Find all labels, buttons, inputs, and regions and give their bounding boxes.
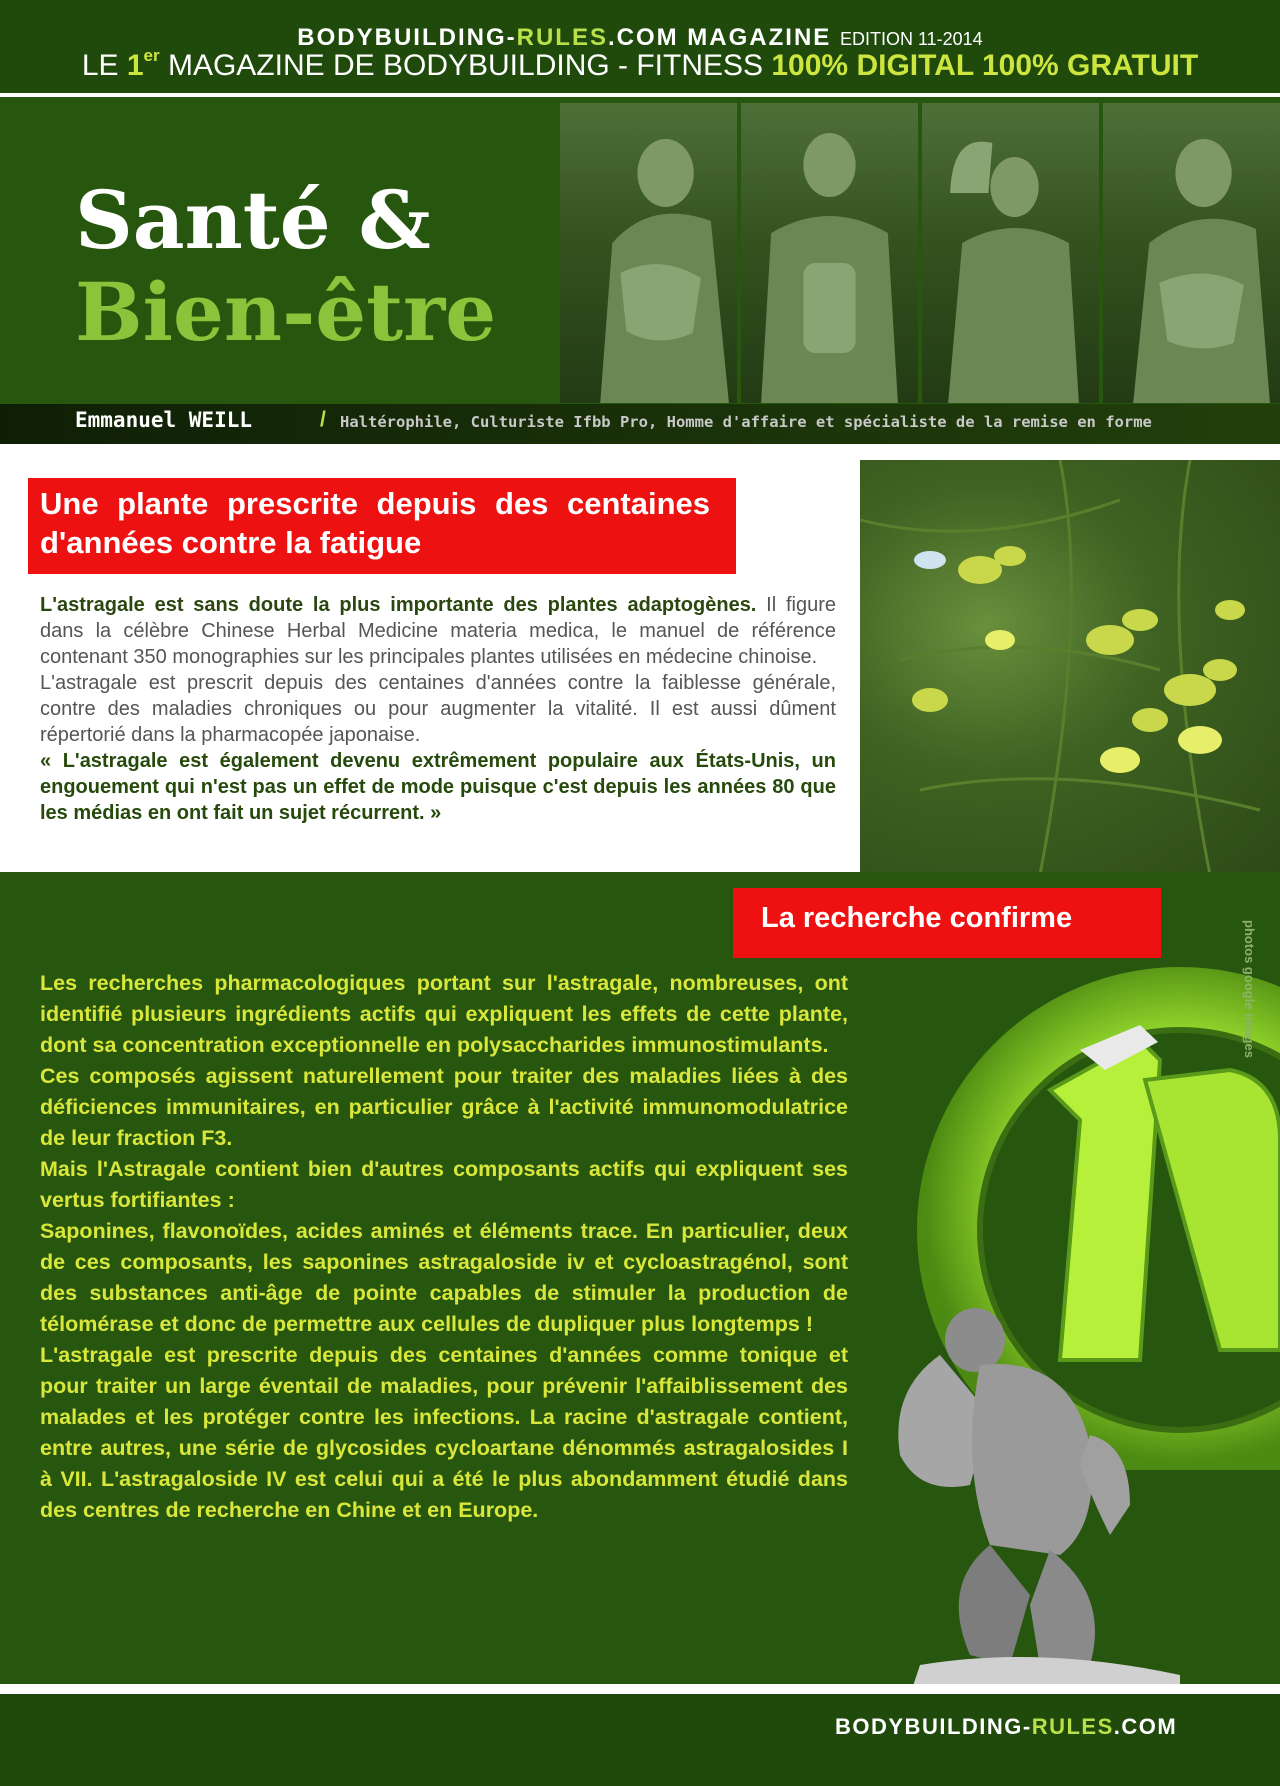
research-paragraph: Ces composés agissent naturellement pour traiter des maladies liées à des déficiences immunitaires, en particulier grâce à l'activité immunomodulatrice de leur fraction F3.	[40, 1064, 848, 1150]
section-title-line1: Santé &	[75, 173, 431, 267]
bodybuilder-pose-photo	[880, 1295, 1210, 1695]
pull-quote: « L'astragale est également devenu extrêmement populaire aux États-Unis, un engouement qui n'est pas un effet de mode puisque c'est depuis les années 80 que les médias en ont fait un sujet récurrent. »	[40, 750, 836, 824]
research-paragraph: Mais l'Astragale contient bien d'autres composants actifs qui expliquent ses vertus fortifiantes :	[40, 1157, 848, 1212]
bodybuilder-photo	[560, 103, 737, 403]
research-paragraph: Saponines, flavonoïdes, acides aminés et éléments trace. En particulier, deux de ces composants, les saponines astragaloside iv et cycloastragénol, sont des substances anti-âge de pointe capables de stimuler la production de télomérase et donc de permettre aux cellules de dupliquer plus longtemps !	[40, 1219, 848, 1336]
lead-sentence: L'astragale est sans doute la plus importante des plantes adaptogènes.	[40, 594, 757, 616]
footer-bar	[0, 1694, 1280, 1786]
article-paragraph: L'astragale est sans doute la plus importante des plantes adaptogènes. Il figure dans la célèbre Chinese Herbal Medicine materia medica, le manuel de référence contenant 350 monographies sur les principales plantes utilisées en médecine chinoise.	[40, 594, 836, 668]
footer-divider	[0, 1684, 1280, 1694]
bodybuilder-photo-strip	[560, 103, 1280, 403]
footer-site-link[interactable]: BODYBUILDING-RULES.COM	[835, 1714, 1178, 1739]
magazine-tagline: LE 1er MAGAZINE DE BODYBUILDING - FITNESS 100% DIGITAL 100% GRATUIT	[81, 46, 1199, 82]
research-heading: La recherche confirme	[733, 888, 1161, 958]
magazine-name: BODYBUILDING-RULES.COM MAGAZINE EDITION 11-2014	[297, 24, 983, 51]
research-body	[40, 968, 848, 1526]
author-description: Haltérophile, Culturiste Ifbb Pro, Homme d'affaire et spécialiste de la remise en forme	[340, 413, 1152, 431]
article-heading-box	[28, 478, 736, 574]
section-title-line2: Bien-être	[75, 265, 497, 359]
edition-label: EDITION 11-2014	[839, 29, 983, 49]
article-heading: Une plante prescrite depuis des centaines d'années contre la fatigue	[40, 486, 710, 560]
research-paragraph: Les recherches pharmacologiques portant sur l'astragale, nombreuses, ont identifié plusieurs ingrédients actifs qui expliquent les effets de cette plante, dont sa concentration exceptionnelle en polysaccharides immunostimulants.	[40, 971, 848, 1057]
article-intro	[40, 592, 836, 826]
bodybuilder-photo	[741, 103, 918, 403]
author-separator: /	[320, 408, 326, 431]
bodybuilder-photo	[1103, 103, 1280, 403]
research-paragraph: L'astragale est prescrite depuis des centaines d'années comme tonique et pour traiter un large éventail de maladies, pour prévenir l'affaiblissement des malades et les protéger contre les infections. La racine d'astragale contient, entre autres, une série de glycosides cycloartane dénommés astragalosides I à VII. L'astragaloside IV est celui qui a été le plus abondamment étudié dans des centres de recherche en Chine et en Europe.	[40, 1343, 848, 1522]
astragalus-plant-photo	[860, 460, 1280, 875]
article-paragraph: L'astragale est prescrit depuis des centaines d'années contre la faiblesse générale, contre des maladies chroniques ou pour augmenter la vitalité. Il est aussi dûment répertorié dans la pharmacopée japonaise.	[40, 672, 836, 746]
author-name: Emmanuel WEILL	[75, 408, 253, 432]
bodybuilder-photo	[922, 103, 1099, 403]
photo-credit: photos google images	[1242, 920, 1257, 1058]
